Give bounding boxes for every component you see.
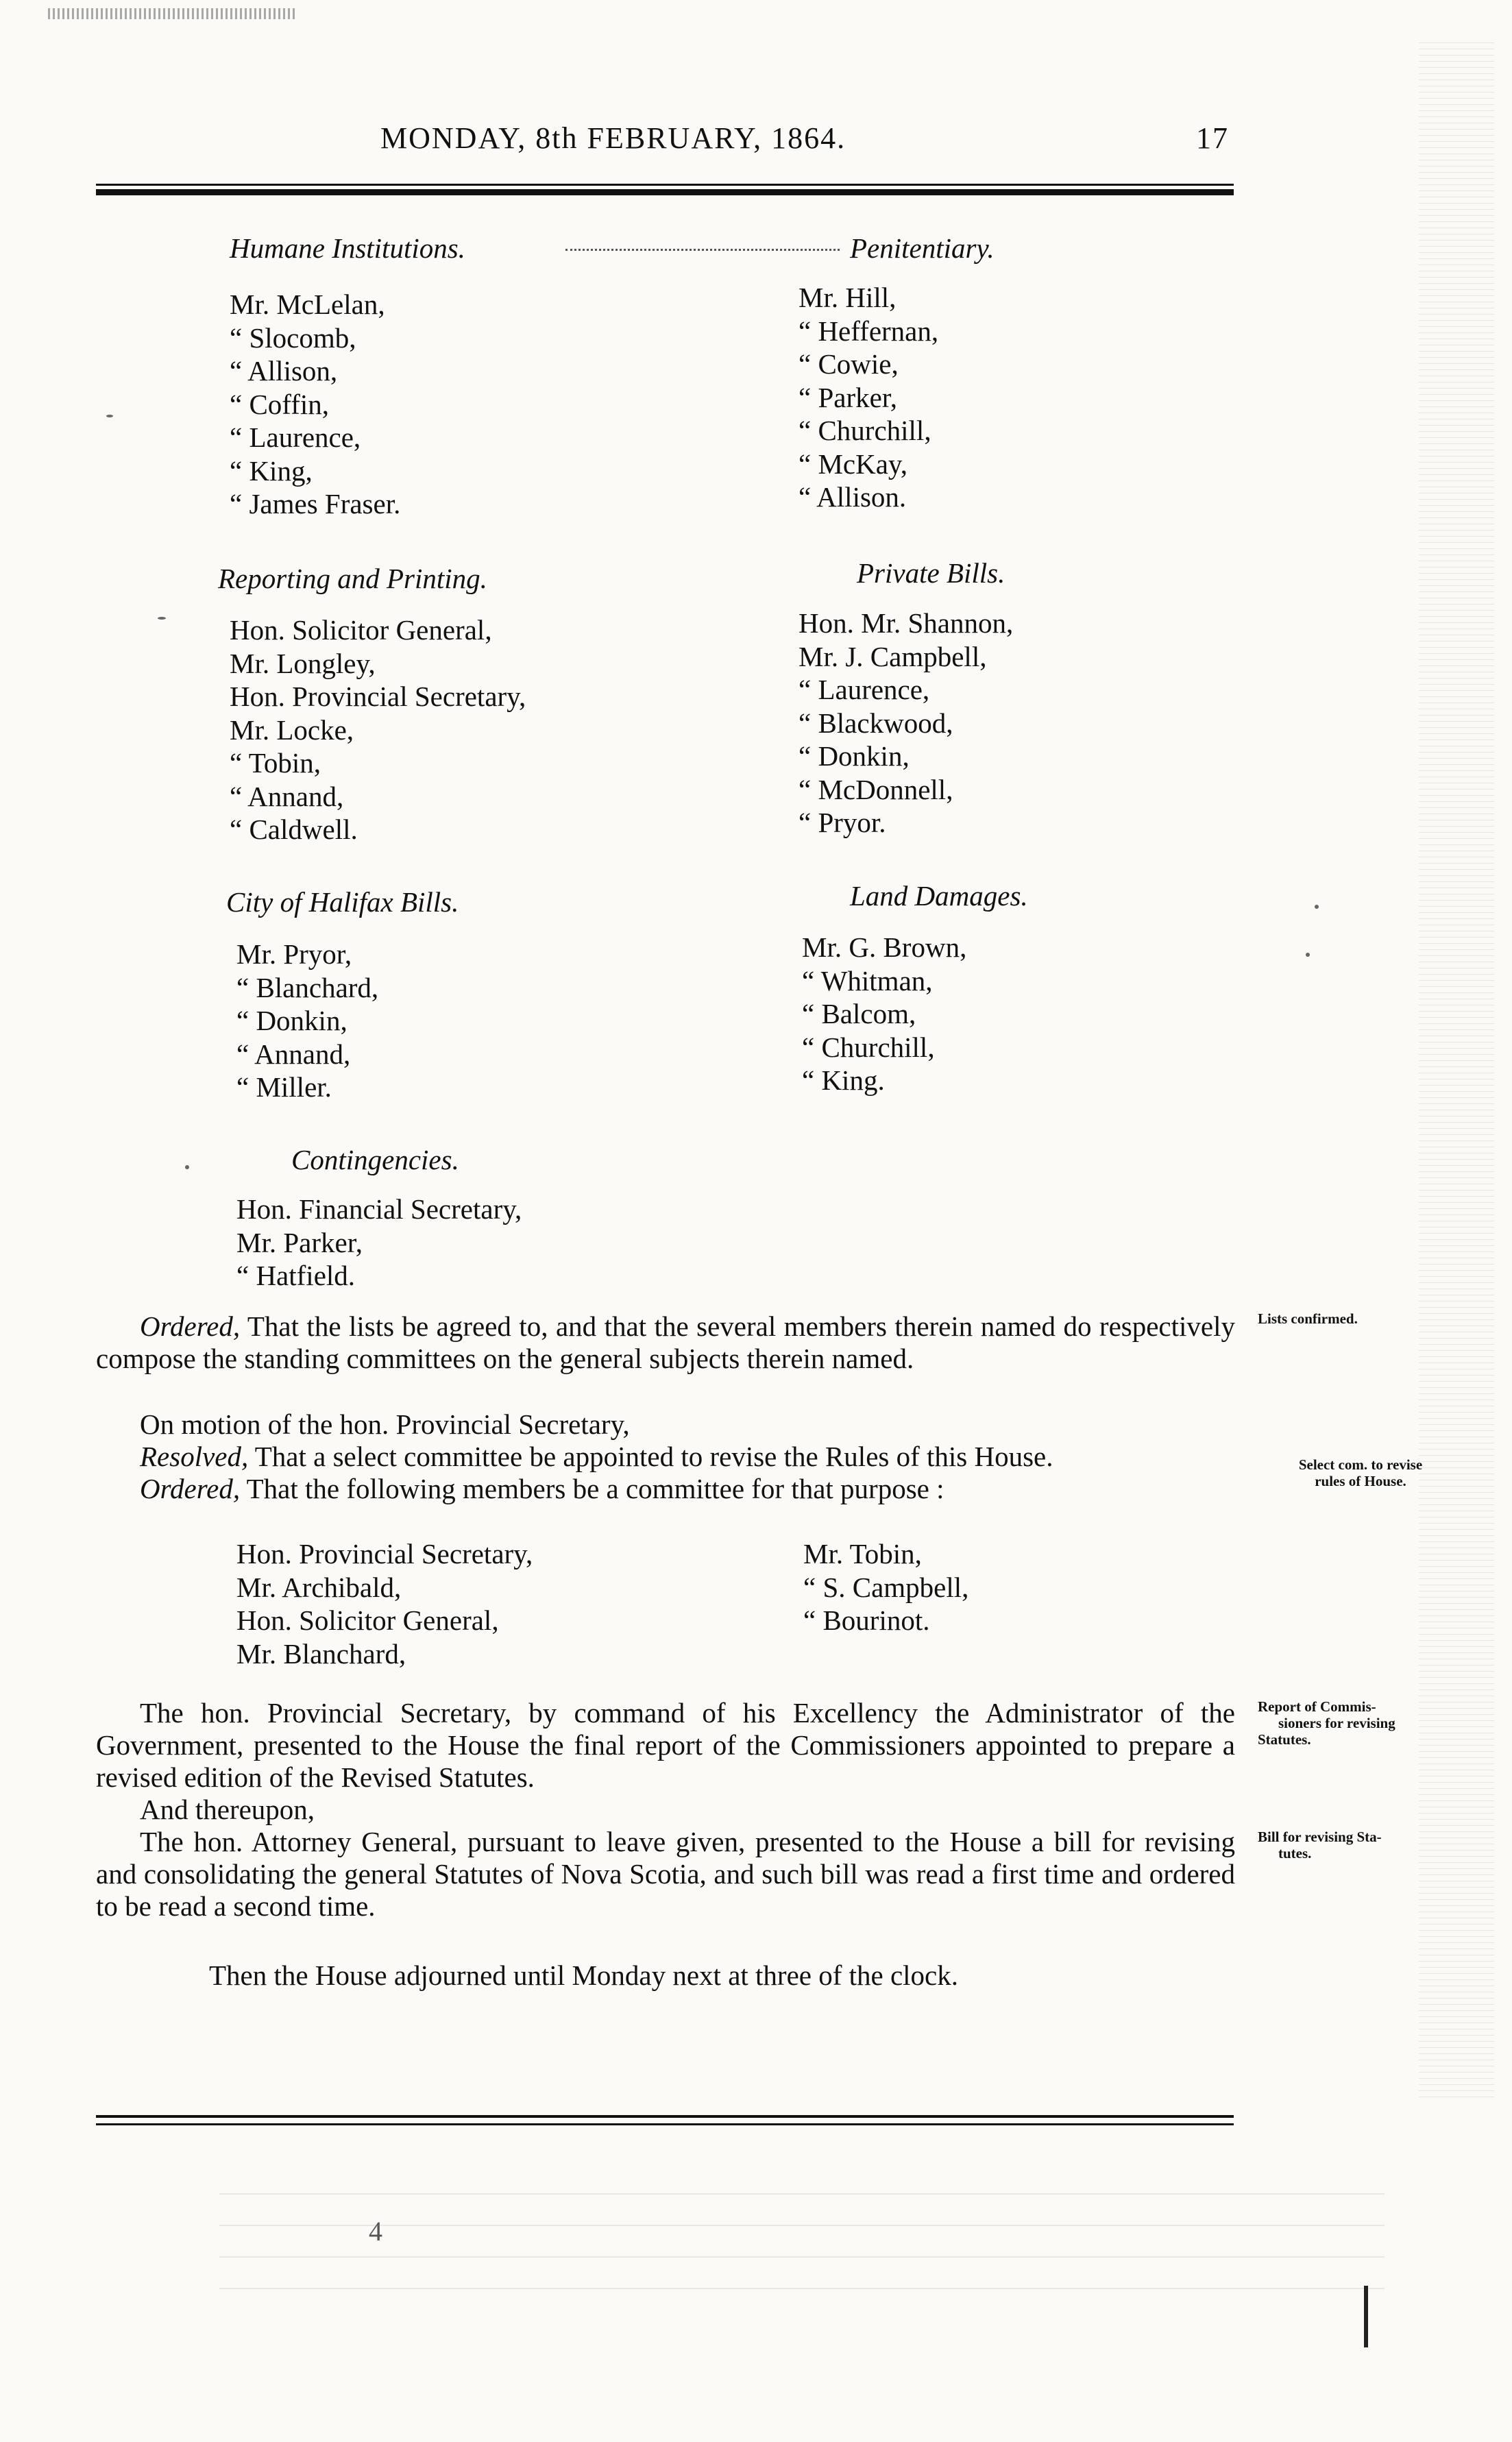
- footer-rule-top: [96, 2115, 1234, 2118]
- member: “ McKay,: [798, 448, 907, 480]
- member: “ S. Campbell,: [803, 1571, 969, 1603]
- adjourned-line: Then the House adjourned until Monday next at three of the clock.: [209, 1959, 959, 1991]
- speck: [158, 617, 166, 620]
- member: “ Bourinot.: [803, 1604, 930, 1636]
- member: “ Blanchard,: [236, 971, 379, 1003]
- ordered-text: That the lists be agreed to, and that the several members therein named do respectively compose the standing committees on the general subjects therein named.: [96, 1310, 1235, 1374]
- ordered-lead: Ordered,: [140, 1473, 241, 1504]
- member: “ Hatfield.: [236, 1260, 356, 1291]
- member: “ Cowie,: [798, 348, 899, 380]
- footer-mark: 4: [369, 2216, 382, 2247]
- member: “ Laurence,: [798, 674, 930, 705]
- committee-list-humane: [230, 288, 400, 521]
- committee-list-halifax: [236, 938, 378, 1104]
- member: Hon. Mr. Shannon,: [798, 607, 1014, 639]
- member: “ Coffin,: [230, 388, 330, 420]
- member: “ Parker,: [798, 381, 898, 413]
- rules-committee-right: [803, 1537, 968, 1637]
- member: “ King.: [802, 1064, 885, 1096]
- committee-list-penitentiary: [798, 281, 938, 514]
- motion-block: [96, 1408, 1235, 1505]
- margin-line: tutes.: [1278, 1845, 1312, 1861]
- speck: [1306, 953, 1310, 957]
- member: Mr. McLelan,: [230, 289, 385, 320]
- committee-title-humane: Humane Institutions.: [230, 232, 465, 264]
- committee-title-land: Land Damages.: [850, 880, 1028, 912]
- page-number: 17: [1196, 121, 1229, 155]
- member: Mr. Longley,: [230, 647, 376, 679]
- member: “ James Fraser.: [230, 488, 401, 520]
- member: “ Allison.: [798, 481, 907, 513]
- member: “ Tobin,: [230, 747, 321, 779]
- committee-list-private-bills: [798, 607, 1013, 840]
- member: Hon. Solicitor General,: [230, 614, 492, 646]
- margin-line: Select com. to revise: [1298, 1456, 1423, 1473]
- ordered-lead: Ordered,: [140, 1310, 241, 1342]
- member: Hon. Financial Secretary,: [236, 1193, 522, 1225]
- member: Mr. Locke,: [230, 713, 354, 746]
- member: “ Slocomb,: [230, 321, 356, 354]
- header-rule-thin: [96, 184, 1234, 186]
- committee-title-penitentiary: Penitentiary.: [850, 232, 995, 264]
- committee-title-contingencies: Contingencies.: [291, 1144, 459, 1175]
- header-rule-thick: [96, 189, 1234, 195]
- member: “ Allison,: [230, 355, 338, 387]
- committee-list-contingencies: [236, 1193, 522, 1293]
- footer-rule-bottom: [96, 2123, 1234, 2125]
- member: “ Churchill,: [798, 415, 931, 446]
- committee-title-halifax: City of Halifax Bills.: [226, 886, 459, 918]
- member: Mr. Parker,: [236, 1226, 363, 1258]
- report-paragraph: The hon. Provincial Secretary, by command of his Excellency the Administrator of the Government, presented to the House the final report of the Commissioners appointed to prepare a revised edition of the Revised Statutes.: [96, 1697, 1235, 1793]
- resolved-lead: Resolved,: [140, 1441, 249, 1472]
- ordered-lists-paragraph: [96, 1310, 1235, 1375]
- committee-list-reporting: [230, 613, 526, 846]
- member: Mr. J. Campbell,: [798, 640, 987, 672]
- member: “ Donkin,: [798, 740, 910, 772]
- speck: [1315, 905, 1319, 909]
- speck: [106, 415, 113, 417]
- member: “ Balcom,: [802, 998, 916, 1029]
- member: “ Whitman,: [802, 964, 933, 997]
- motion-line: On motion of the hon. Provincial Secretary,: [140, 1408, 630, 1440]
- committee-title-private-bills: Private Bills.: [857, 557, 1005, 589]
- member: “ Blackwood,: [798, 707, 953, 739]
- margin-line: sioners for revising: [1278, 1715, 1395, 1731]
- member: “ Churchill,: [802, 1031, 935, 1063]
- page-title: MONDAY, 8th FEBRUARY, 1864.: [380, 121, 846, 155]
- member: “ Pryor.: [798, 807, 886, 838]
- ordered-text: That the following members be a committee for that purpose :: [240, 1473, 944, 1504]
- member: Mr. Hill,: [798, 282, 897, 313]
- member: Mr. Blanchard,: [236, 1637, 406, 1670]
- member: Mr. Pryor,: [236, 938, 352, 970]
- member: “ King,: [230, 454, 313, 487]
- committee-title-reporting: Reporting and Printing.: [218, 563, 487, 594]
- margin-line: Bill for revising Sta-: [1258, 1829, 1382, 1845]
- bleed-through-texture: [219, 2193, 1385, 2289]
- member: Hon. Provincial Secretary,: [230, 681, 526, 712]
- report-block: [96, 1697, 1235, 1922]
- member: “ Annand,: [236, 1038, 351, 1070]
- member: “ Caldwell.: [230, 814, 358, 845]
- margin-line: Statutes.: [1258, 1731, 1311, 1748]
- margin-note-lists-confirmed: Lists confirmed.: [1258, 1310, 1358, 1327]
- member: Mr. Archibald,: [236, 1571, 402, 1603]
- committee-list-land: [802, 931, 966, 1097]
- leader-dots: [565, 249, 840, 251]
- margin-line: Report of Commis-: [1258, 1698, 1376, 1715]
- member: Hon. Solicitor General,: [236, 1604, 499, 1636]
- bill-paragraph: The hon. Attorney General, pursuant to leave given, presented to the House a bill for revising and consolidating the general Statutes of Nova Scotia, and such bill was read a first time and ordered to be read a second time.: [96, 1826, 1235, 1922]
- edge-scan-texture: [1419, 41, 1494, 2097]
- member: Mr. G. Brown,: [802, 931, 967, 963]
- resolved-text: That a select committee be appointed to revise the Rules of this House.: [248, 1441, 1053, 1472]
- top-edge-texture: [48, 8, 295, 19]
- member: Hon. Provincial Secretary,: [236, 1538, 533, 1570]
- margin-line: rules of House.: [1315, 1473, 1406, 1489]
- rules-committee-left: [236, 1537, 533, 1670]
- speck: [185, 1165, 189, 1169]
- member: “ Laurence,: [230, 422, 361, 453]
- member: “ Heffernan,: [798, 315, 939, 347]
- edge-mark: [1364, 2286, 1368, 2347]
- member: “ Miller.: [236, 1071, 332, 1103]
- thereupon-line: And thereupon,: [140, 1794, 315, 1825]
- member: “ McDonnell,: [798, 773, 953, 805]
- member: “ Donkin,: [236, 1005, 347, 1036]
- member: “ Annand,: [230, 780, 344, 812]
- member: Mr. Tobin,: [803, 1538, 922, 1570]
